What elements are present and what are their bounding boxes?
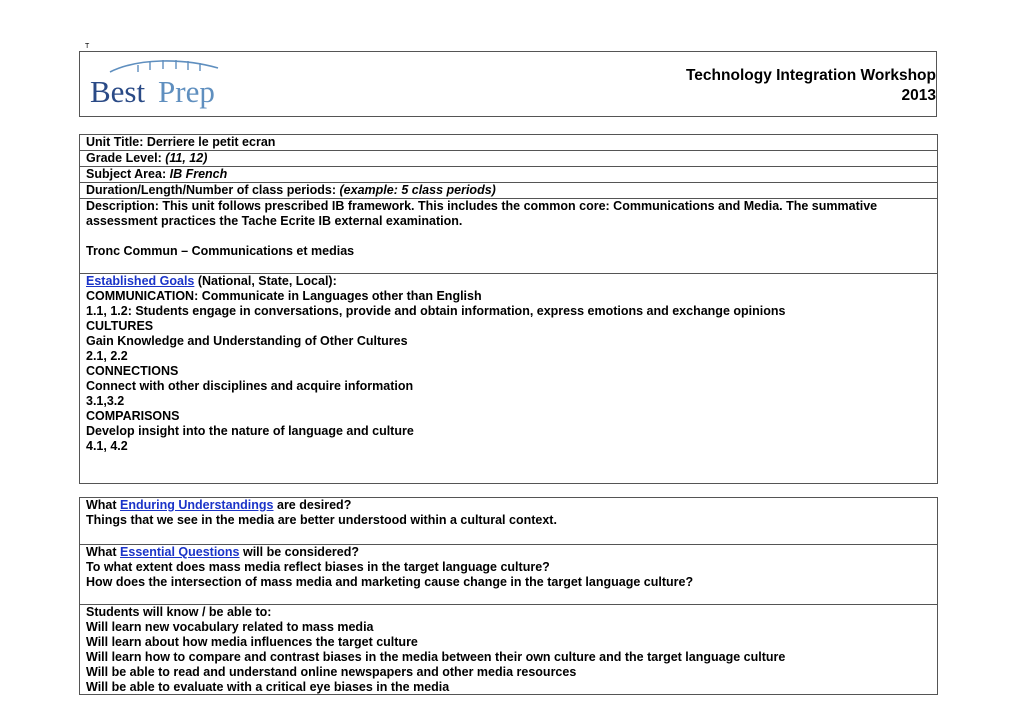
goal-line: 3.1,3.2 — [86, 394, 125, 408]
essential-questions-link[interactable]: Essential Questions — [120, 545, 240, 559]
goal-line: 2.1, 2.2 — [86, 349, 128, 363]
duration-value: (example: 5 class periods) — [339, 183, 496, 197]
duration-label: Duration/Length/Number of class periods: — [86, 183, 340, 197]
question-line: To what extent does mass media reflect biases in the target language culture? — [86, 560, 550, 574]
established-goals-link[interactable]: Established Goals — [86, 274, 195, 288]
header-box — [79, 51, 937, 117]
students-row — [80, 604, 937, 694]
corner-mark: T — [85, 43, 90, 50]
duration-row — [80, 182, 937, 198]
enduring-understandings-link[interactable]: Enduring Understandings — [120, 498, 274, 512]
grade-value: (11, 12) — [165, 151, 208, 165]
grade-level-row — [80, 150, 937, 166]
goal-line: Connect with other disciplines and acquire information — [86, 379, 414, 393]
grade-label: Grade Level: — [86, 151, 166, 165]
student-line: Will be able to evaluate with a critical eye biases in the media — [86, 680, 450, 694]
bestprep-logo — [88, 56, 228, 114]
goals-row — [80, 273, 937, 483]
logo-swoosh — [110, 61, 218, 72]
unit-title-row — [80, 135, 937, 150]
unit-title: Unit Title: Derriere le petit ecran — [86, 135, 276, 149]
understandings-text: Things that we see in the media are better understood within a cultural context. — [86, 513, 557, 527]
student-line: Will be able to read and understand online newspapers and other media resources — [86, 665, 577, 679]
workshop-title-line2: 2013 — [901, 87, 936, 104]
subject-area-row — [80, 166, 937, 182]
subject-value: IB French — [169, 167, 228, 181]
question-line: How does the intersection of mass media and marketing cause change in the target language culture? — [86, 575, 694, 589]
understandings-row — [80, 498, 937, 544]
goal-line: CULTURES — [86, 319, 154, 333]
logo-text-prep: Prep — [158, 74, 215, 109]
workshop-title-line1: Technology Integration Workshop — [685, 67, 936, 84]
questions-row — [80, 544, 937, 604]
logo-text-best: Best — [90, 74, 146, 109]
students-heading: Students will know / be able to: — [86, 605, 272, 619]
student-line: Will learn about how media influences the target culture — [86, 635, 418, 649]
questions-prefix: What — [86, 545, 121, 559]
goal-line: 1.1, 1.2: Students engage in conversations, provide and obtain information, express emotions and exchange opinions — [86, 304, 786, 318]
description-row — [80, 198, 937, 273]
questions-suffix: will be considered? — [239, 545, 359, 559]
understandings-table — [79, 497, 938, 695]
goals-suffix: (National, State, Local): — [194, 274, 337, 288]
goal-line: Develop insight into the nature of language and culture — [86, 424, 414, 438]
goal-line: CONNECTIONS — [86, 364, 179, 378]
student-line: Will learn new vocabulary related to mass media — [86, 620, 374, 634]
goal-line: 4.1, 4.2 — [86, 439, 128, 453]
goal-line: COMMUNICATION: Communicate in Languages other than English — [86, 289, 482, 303]
goal-line: COMPARISONS — [86, 409, 180, 423]
workshop-title — [686, 66, 936, 106]
subject-label: Subject Area: — [86, 167, 170, 181]
description-text: Description: This unit follows prescribed IB framework. This includes the common core: Communications and Media. The summative assessment practices the Tache Ecrite IB external examination. — [86, 199, 878, 228]
student-line: Will learn how to compare and contrast biases in the media between their own culture and the target language culture — [86, 650, 786, 664]
goal-line: Gain Knowledge and Understanding of Other Cultures — [86, 334, 408, 348]
tronc-commun: Tronc Commun – Communications et medias — [86, 244, 355, 258]
understandings-suffix: are desired? — [273, 498, 352, 512]
understandings-prefix: What — [86, 498, 121, 512]
unit-info-table — [79, 134, 938, 484]
